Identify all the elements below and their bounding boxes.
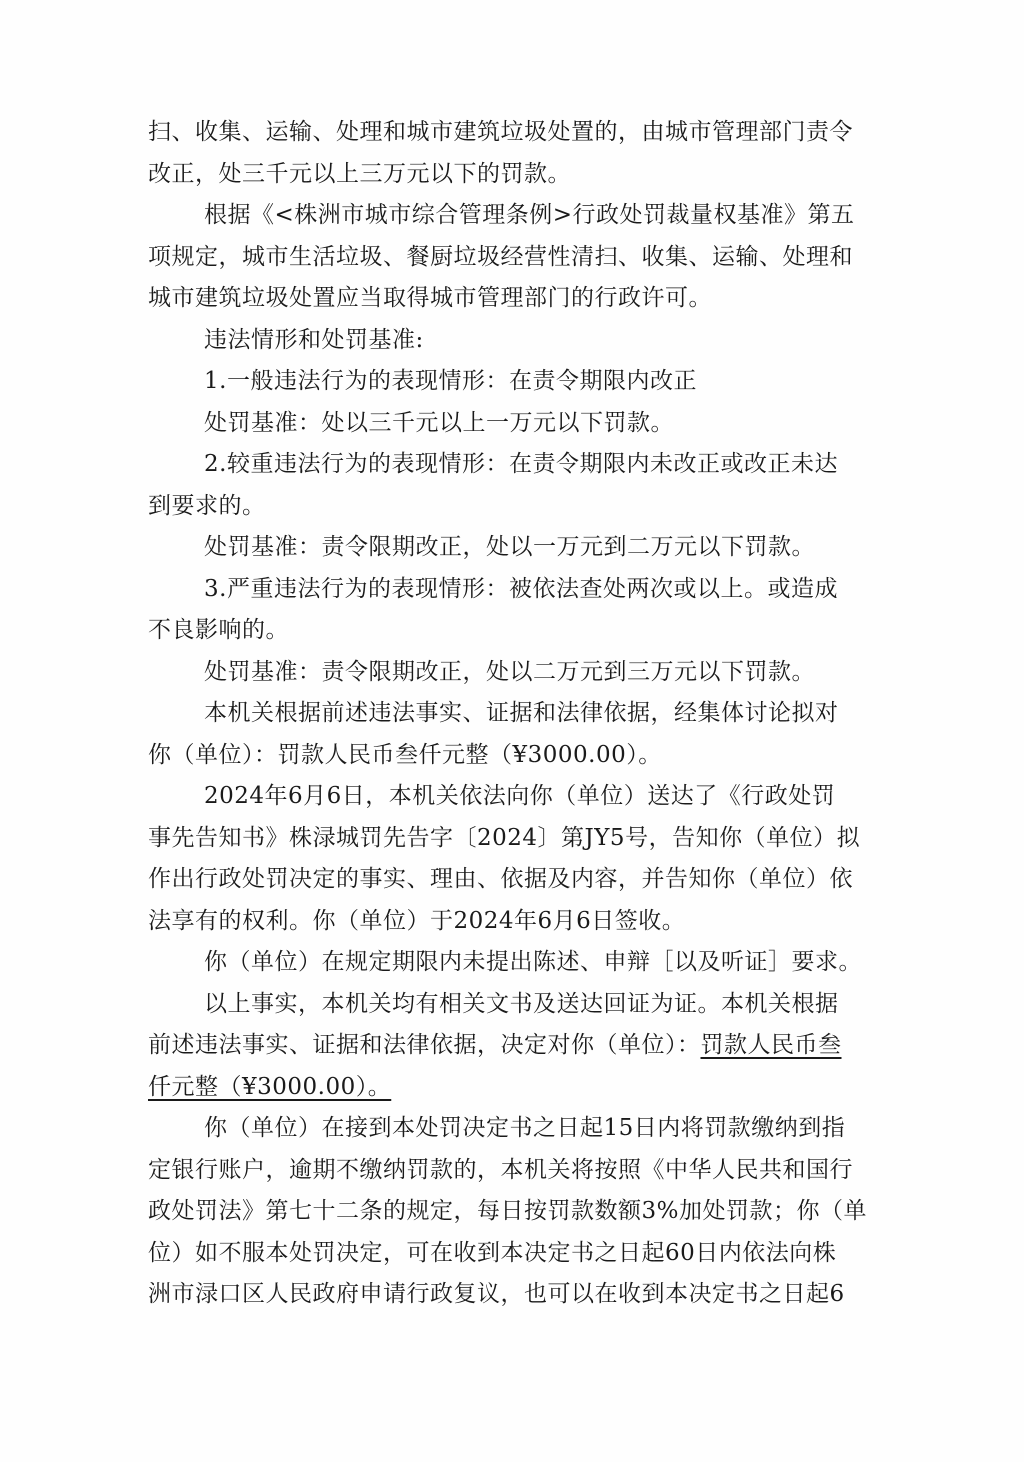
paragraph-line: 你（单位）：罚款人民币叁仟元整（¥3000.00）。 — [148, 741, 662, 768]
penalty-amount-underlined: 罚款人民币叁 — [700, 1032, 842, 1058]
paragraph-line: 2.较重违法行为的表现情形：在责令期限内未改正或改正未达 — [204, 451, 838, 477]
paragraph-line: 你（单位）在规定期限内未提出陈述、申辩［以及听证］要求。 — [204, 949, 862, 975]
paragraph-line: 城市建筑垃圾处置应当取得城市管理部门的行政许可。 — [148, 285, 712, 311]
paragraph-line: 1.一般违法行为的表现情形：在责令期限内改正 — [204, 368, 697, 394]
paragraph-line: 事先告知书》株渌城罚先告字〔2024〕第JY5号，告知你（单位）拟 — [148, 824, 861, 851]
paragraph-line: 根据《<株洲市城市综合管理条例>行政处罚裁量权基准》第五 — [204, 202, 855, 228]
document-body — [148, 112, 888, 1316]
paragraph-line: 2024年6月6日，本机关依法向你（单位）送达了《行政处罚 — [204, 783, 836, 809]
paragraph-line: 处罚基准：处以三千元以上一万元以下罚款。 — [204, 409, 674, 436]
paragraph-line: 洲市渌口区人民政府申请行政复议，也可以在收到本决定书之日起6 — [148, 1281, 845, 1307]
paragraph-line — [148, 1067, 888, 1109]
paragraph-line: 你（单位）在接到本处罚决定书之日起15日内将罚款缴纳到指 — [204, 1115, 846, 1141]
paragraph-line: 不良影响的。 — [148, 617, 289, 643]
paragraph-line: 处罚基准：责令限期改正，处以一万元到二万元以下罚款。 — [204, 534, 815, 560]
paragraph-line: 到要求的。 — [148, 492, 266, 519]
paragraph-line: 本机关根据前述违法事实、证据和法律依据，经集体讨论拟对 — [204, 700, 839, 726]
penalty-amount-underlined: 仟元整（¥3000.00）。 — [148, 1073, 392, 1100]
paragraph-line: 改正，处三千元以上三万元以下的罚款。 — [148, 160, 571, 187]
paragraph-line: 项规定，城市生活垃圾、餐厨垃圾经营性清扫、收集、运输、处理和 — [148, 243, 853, 270]
paragraph-line: 3.严重违法行为的表现情形：被依法查处两次或以上。或造成 — [204, 575, 838, 602]
paragraph-line: 位）如不服本处罚决定，可在收到本决定书之日起60日内依法向株 — [148, 1239, 837, 1266]
paragraph-line: 处罚基准：责令限期改正，处以二万元到三万元以下罚款。 — [204, 658, 815, 685]
paragraph-line: 扫、收集、运输、处理和城市建筑垃圾处置的，由城市管理部门责令 — [148, 119, 853, 145]
paragraph-line: 政处罚法》第七十二条的规定，每日按罚款数额3%加处罚款；你（单 — [148, 1198, 867, 1224]
paragraph-line: 以上事实，本机关均有相关文书及送达回证为证。本机关根据 — [204, 990, 839, 1017]
paragraph-line: 作出行政处罚决定的事实、理由、依据及内容，并告知你（单位）依 — [148, 866, 853, 892]
section-heading: 违法情形和处罚基准: — [204, 326, 424, 353]
decision-text: 前述违法事实、证据和法律依据，决定对你（单位）： — [148, 1032, 701, 1058]
paragraph-line: 定银行账户，逾期不缴纳罚款的，本机关将按照《中华人民共和国行 — [148, 1156, 853, 1183]
paragraph-line: 法享有的权利。你（单位）于2024年6月6日签收。 — [148, 907, 686, 934]
paragraph-line — [148, 1025, 888, 1067]
